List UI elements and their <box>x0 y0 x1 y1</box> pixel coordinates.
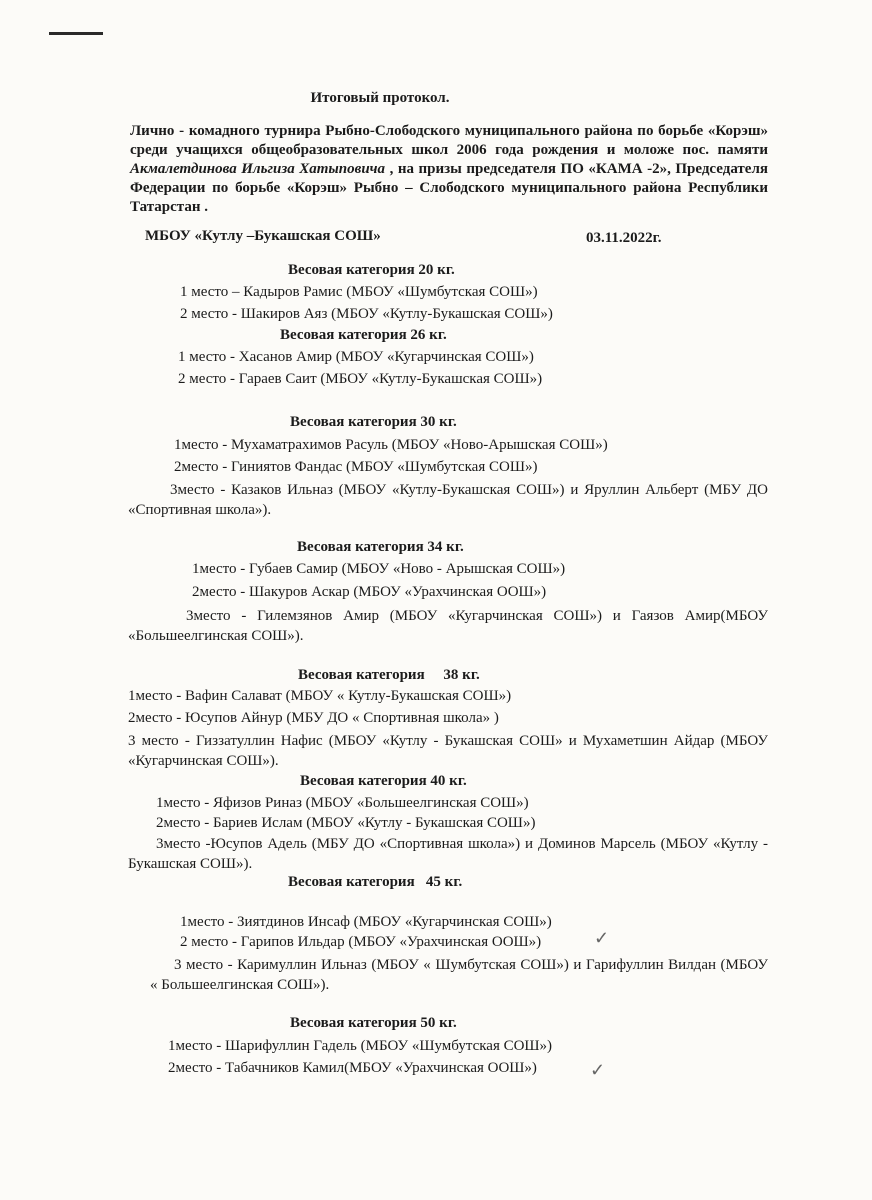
result-line: 1место - Яфизов Риназ (МБОУ «Большеелгинская СОШ») <box>156 795 529 811</box>
result-line: 3место -Юсупов Адель (МБУ ДО «Спортивная школа») и Доминов Марсель (МБОУ «Кутлу - Букашская СОШ»). <box>128 836 768 872</box>
result-line: 3 место - Каримуллин Ильназ (МБОУ « Шумбутская СОШ») и Гарифуллин Вилдан (МБОУ « Большеелгинская СОШ»). <box>150 957 768 993</box>
result-line: 1место - Вафин Салават (МБОУ « Кутлу-Букашская СОШ») <box>128 688 512 704</box>
result-line: 1место - Зиятдинов Инсаф (МБОУ «Кугарчинская СОШ») <box>180 914 552 930</box>
intro-paragraph <box>130 122 768 217</box>
result-line: 1место - Губаев Самир (МБОУ «Ново - Арышская СОШ») <box>192 561 566 577</box>
result-line: 3место - Гилемзянов Амир (МБОУ «Кугарчинская СОШ») и Гаязов Амир(МБОУ «Большеелгинская СОШ»). <box>128 608 768 644</box>
intro-name: Акмалетдинова Ильгиза Хатыповича <box>130 161 386 177</box>
category-title: Весовая категория 34 кг. <box>297 539 464 555</box>
category-title: Весовая категория 26 кг. <box>280 327 447 343</box>
category-title: Весовая категория 30 кг. <box>290 414 457 430</box>
intro-part-1: Лично - комадного турнира Рыбно-Слободского муниципального района по борьбе «Корэш» среди учащихся общеобразовательных школ 2006 года рождения и моложе пос. памяти <box>130 123 768 158</box>
result-line: 2место - Бариев Ислам (МБОУ «Кутлу - Букашская СОШ») <box>156 815 536 831</box>
result-line: 2 место - Гарипов Ильдар (МБОУ «Урахчинская ООШ») <box>180 934 542 950</box>
result-line: 2место - Шакуров Аскар (МБОУ «Урахчинская ООШ») <box>192 584 547 600</box>
result-line: 1 место – Кадыров Рамис (МБОУ «Шумбутская СОШ») <box>180 284 538 300</box>
category-title: Весовая категория 45 кг. <box>288 874 463 890</box>
category-title: Весовая категория 50 кг. <box>290 1015 457 1031</box>
date: 03.11.2022г. <box>586 230 662 246</box>
corner-dash <box>49 32 103 35</box>
checkmark-icon: ✓ <box>594 928 610 948</box>
document-title: Итоговый протокол. <box>310 90 450 106</box>
result-line: 1место - Шарифуллин Гадель (МБОУ «Шумбутская СОШ») <box>168 1038 553 1054</box>
result-line: 2место - Гиниятов Фандас (МБОУ «Шумбутская СОШ») <box>174 459 538 475</box>
venue: МБОУ «Кутлу –Букашская СОШ» <box>145 228 381 244</box>
result-line: 3место - Казаков Ильназ (МБОУ «Кутлу-Букашская СОШ») и Яруллин Альберт (МБУ ДО «Спортивная школа»). <box>128 482 768 518</box>
result-line: 1 место - Хасанов Амир (МБОУ «Кугарчинская СОШ») <box>178 349 534 365</box>
result-line: 2 место - Гараев Саит (МБОУ «Кутлу-Букашская СОШ») <box>178 371 543 387</box>
category-title: Весовая категория 38 кг. <box>298 667 480 683</box>
checkmark-icon: ✓ <box>590 1060 606 1080</box>
category-title: Весовая категория 20 кг. <box>288 262 455 278</box>
category-title: Весовая категория 40 кг. <box>300 773 467 789</box>
result-line: 2место - Табачников Камил(МБОУ «Урахчинская ООШ») <box>168 1060 537 1076</box>
result-line: 2 место - Шакиров Аяз (МБОУ «Кутлу-Букашская СОШ») <box>180 306 553 322</box>
result-line: 1место - Мухаматрахимов Расуль (МБОУ «Ново-Арышская СОШ») <box>174 437 608 453</box>
result-line: 2место - Юсупов Айнур (МБУ ДО « Спортивная школа» ) <box>128 710 499 726</box>
result-line: 3 место - Гиззатуллин Нафис (МБОУ «Кутлу - Букашская СОШ» и Мухаметшин Айдар (МБОУ «Кугарчинская СОШ»). <box>128 733 768 769</box>
intro-part-2: , на призы председателя ПО «КАМА -2», Председателя Федерации по борьбе «Корэш» Рыбно – Слободского муниципального района Республики Татарстан . <box>130 161 768 215</box>
